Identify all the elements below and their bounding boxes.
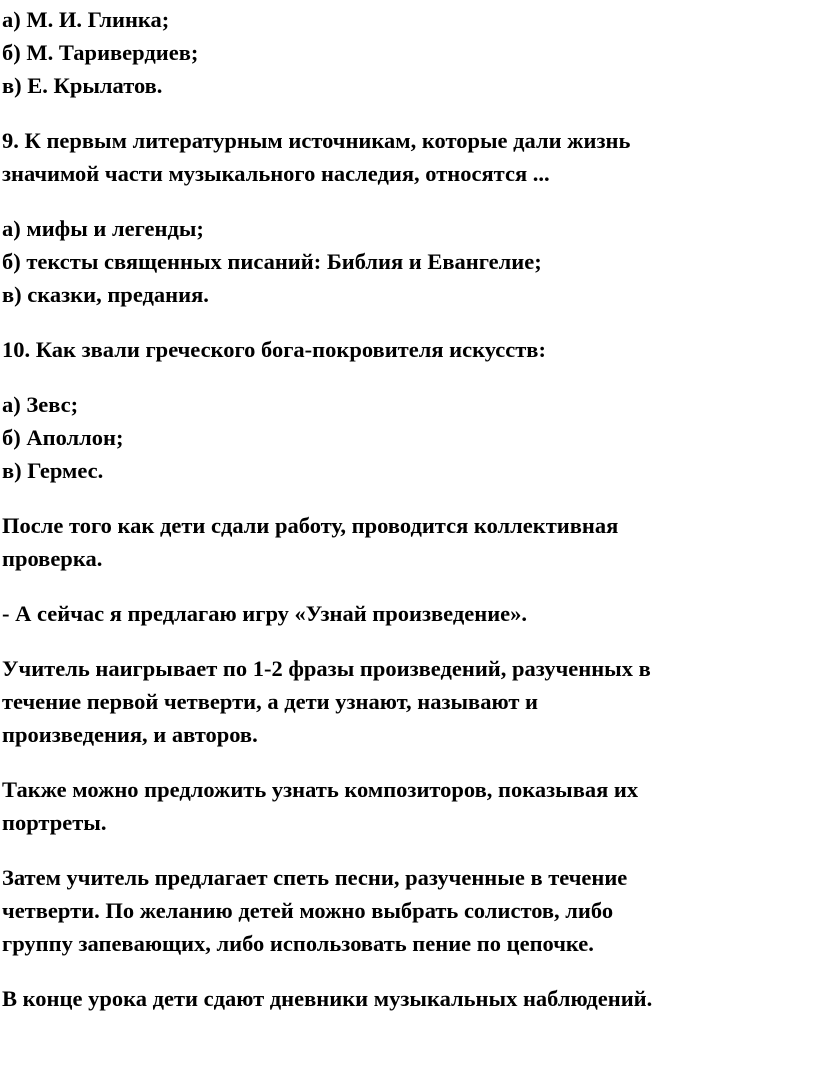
paragraph-teacher (2, 652, 814, 751)
option-a: а) М. И. Глинка; (2, 7, 170, 32)
paragraph-line: После того как дети сдали работу, проводится коллективная (2, 513, 619, 538)
paragraph-songs (2, 861, 814, 960)
option-b: б) Аполлон; (2, 425, 124, 450)
question-10-options (2, 388, 814, 487)
document-page (2, 0, 814, 1015)
question-9-text-line-2: значимой части музыкального наследия, относятся ... (2, 161, 550, 186)
paragraph-line: Также можно предложить узнать композиторов, показывая их (2, 777, 639, 802)
option-a: а) мифы и легенды; (2, 216, 204, 241)
question-9 (2, 124, 814, 190)
paragraph-line: Затем учитель предлагает спеть песни, разученные в течение (2, 865, 628, 890)
option-b: б) М. Таривердиев; (2, 40, 199, 65)
option-c: в) Гермес. (2, 458, 104, 483)
paragraph-game (2, 597, 814, 630)
paragraph-portraits (2, 773, 814, 839)
question-9-text-line-1: 9. К первым литературным источникам, которые дали жизнь (2, 128, 631, 153)
question-9-options (2, 212, 814, 311)
paragraph-line: течение первой четверти, а дети узнают, называют и (2, 689, 539, 714)
option-b: б) тексты священных писаний: Библия и Евангелие; (2, 249, 542, 274)
question-8-options (2, 3, 814, 102)
question-10-text: 10. Как звали греческого бога-покровителя искусств: (2, 337, 546, 362)
paragraph-line: Учитель наигрывает по 1-2 фразы произведений, разученных в (2, 656, 651, 681)
paragraph-line: проверка. (2, 546, 103, 571)
paragraph-line: портреты. (2, 810, 107, 835)
question-10 (2, 333, 814, 366)
paragraph-line: произведения, и авторов. (2, 722, 258, 747)
paragraph-end (2, 982, 814, 1015)
paragraph-line: В конце урока дети сдают дневники музыкальных наблюдений. (2, 986, 653, 1011)
paragraph-check (2, 509, 814, 575)
paragraph-line: группу запевающих, либо использовать пение по цепочке. (2, 931, 594, 956)
option-c: в) сказки, предания. (2, 282, 209, 307)
paragraph-line: - А сейчас я предлагаю игру «Узнай произведение». (2, 601, 528, 626)
option-c: в) Е. Крылатов. (2, 73, 163, 98)
option-a: а) Зевс; (2, 392, 79, 417)
paragraph-line: четверти. По желанию детей можно выбрать солистов, либо (2, 898, 614, 923)
